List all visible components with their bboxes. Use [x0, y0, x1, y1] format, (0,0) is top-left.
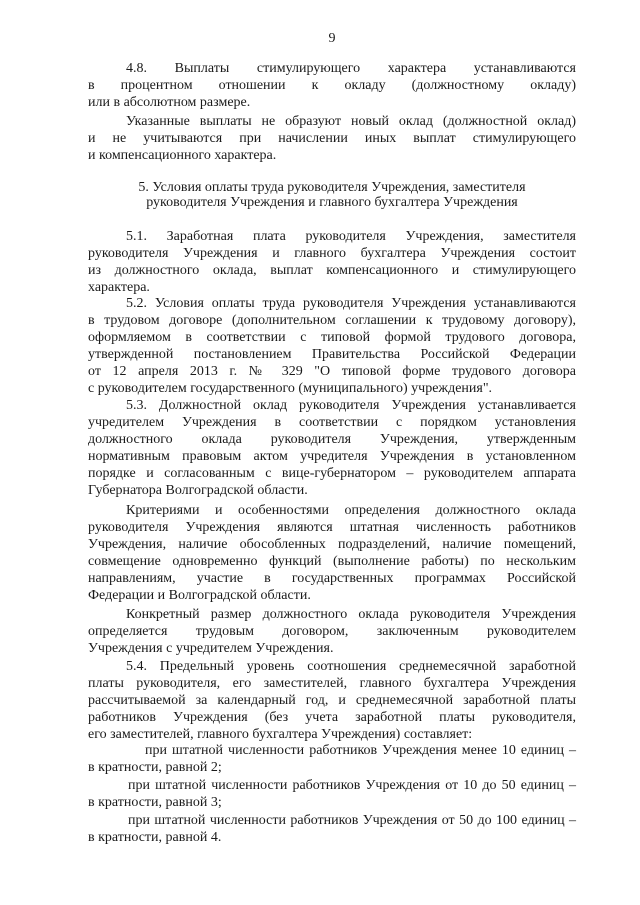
clause-5-4-line: платы руководителя, его заместителей, главного бухгалтера Учреждения [88, 676, 576, 691]
section-heading-line: 5. Условия оплаты труда руководителя Учреждения, заместителя [138, 180, 526, 195]
criteria-line: совмещение одновременно функций (выполнение работы) по нескольким [88, 554, 576, 569]
section-5-heading [88, 180, 576, 210]
clause-5-4-line: рассчитываемой за календарный год, и среднемесячной заработной платы [88, 693, 576, 708]
criteria-line: направлениям, участие в государственных программах Российской [88, 571, 576, 586]
ratio-item [88, 777, 576, 811]
section-heading-line: руководителя Учреждения и главного бухгалтера Учреждения [146, 195, 518, 210]
clause-5-4-line: 5.4. Предельный уровень соотношения среднемесячной заработной [126, 659, 576, 674]
clause-5-4-line: работников Учреждения (без учета заработной платы руководителя, [88, 710, 576, 725]
page-number [88, 30, 576, 47]
ratio-item [88, 812, 576, 846]
clause-5-3-line: порядке и согласованным с вице-губернатором – руководителем аппарата [88, 466, 576, 481]
clause-5-2-line: от 12 апреля 2013 г. № 329 "О типовой форме трудового договора [88, 364, 576, 379]
clause-5-3-line: нормативным правовым актом учредителя Учреждения в установленном [88, 449, 576, 464]
criteria-line: Федерации и Волгоградской области. [88, 588, 311, 603]
clause-4-8 [88, 60, 576, 111]
salary-line: Конкретный размер должностного оклада руководителя Учреждения [126, 607, 576, 622]
clause-5-2-line: утвержденной постановлением Правительства Российской Федерации [88, 347, 576, 362]
clause-5-1 [88, 228, 576, 296]
criteria-line: руководителя Учреждения являются штатная численность работников [88, 520, 576, 535]
ratio-item-line: при штатной численности работников Учреждения менее 10 единиц – [145, 743, 576, 758]
clause-5-2-line: с руководителем государственного (муниципального) учреждения". [88, 381, 493, 396]
clause-5-3-line: Губернатора Волгоградской области. [88, 483, 308, 498]
criteria-line: Критериями и особенностями определения должностного оклада [126, 503, 576, 518]
clause-4-8-line: в процентном отношении к окладу (должностному окладу) [88, 78, 576, 93]
clause-5-2-line: 5.2. Условия оплаты труда руководителя Учреждения устанавливаются [126, 296, 576, 311]
ratio-item-line: при штатной численности работников Учреждения от 50 до 100 единиц – [128, 813, 576, 828]
salary-line: определяется трудовым договором, заключенным руководителем [88, 624, 576, 639]
clause-5-4-line: его заместителей, главного бухгалтера Учреждения) составляет: [88, 727, 473, 742]
salary-line: Учреждения с учредителем Учреждения. [88, 641, 334, 656]
ratio-item-line: в кратности, равной 3; [88, 795, 222, 810]
clause-5-3-line: учредителем Учреждения в соответствии с порядком установления [88, 415, 576, 430]
clause-5-1-line: из должностного оклада, выплат компенсационного и стимулирующего [88, 263, 576, 278]
clause-5-2 [88, 295, 576, 397]
clause-5-4 [88, 658, 576, 743]
clause-5-2-line: оформляемом в соответствии с типовой формой трудового договора, [88, 330, 576, 345]
clause-5-3-line: должностного оклада руководителя Учреждения, утвержденным [88, 432, 576, 447]
clause-4-8-note-line: и компенсационного характера. [88, 148, 277, 163]
clause-5-3 [88, 397, 576, 499]
clause-4-8-line: 4.8. Выплаты стимулирующего характера устанавливаются [126, 61, 576, 76]
clause-5-1-line: руководителя Учреждения и главного бухгалтера Учреждения состоит [88, 246, 576, 261]
ratio-item [88, 742, 576, 776]
clause-5-1-line: 5.1. Заработная плата руководителя Учреждения, заместителя [126, 229, 576, 244]
clause-5-1-line: характера. [88, 280, 150, 295]
clause-5-3-salary [88, 606, 576, 657]
clause-4-8-note [88, 113, 576, 164]
criteria-line: Учреждения, наличие обособленных подразделений, наличие помещений, [88, 537, 576, 552]
clause-5-3-criteria [88, 502, 576, 604]
clause-5-2-line: в трудовом договоре (дополнительном соглашении к трудовому договору), [88, 313, 576, 328]
ratio-item-line: при штатной численности работников Учреждения от 10 до 50 единиц – [128, 778, 576, 793]
clause-4-8-note-line: Указанные выплаты не образуют новый оклад (должностной оклад) [126, 114, 576, 129]
clause-4-8-line: или в абсолютном размере. [88, 95, 251, 110]
ratio-item-line: в кратности, равной 4. [88, 830, 222, 845]
clause-4-8-note-line: и не учитываются при начислении иных выплат стимулирующего [88, 131, 576, 146]
ratio-item-line: в кратности, равной 2; [88, 760, 222, 775]
clause-5-3-line: 5.3. Должностной оклад руководителя Учреждения устанавливается [126, 398, 576, 413]
page-number-text: 9 [328, 31, 336, 46]
